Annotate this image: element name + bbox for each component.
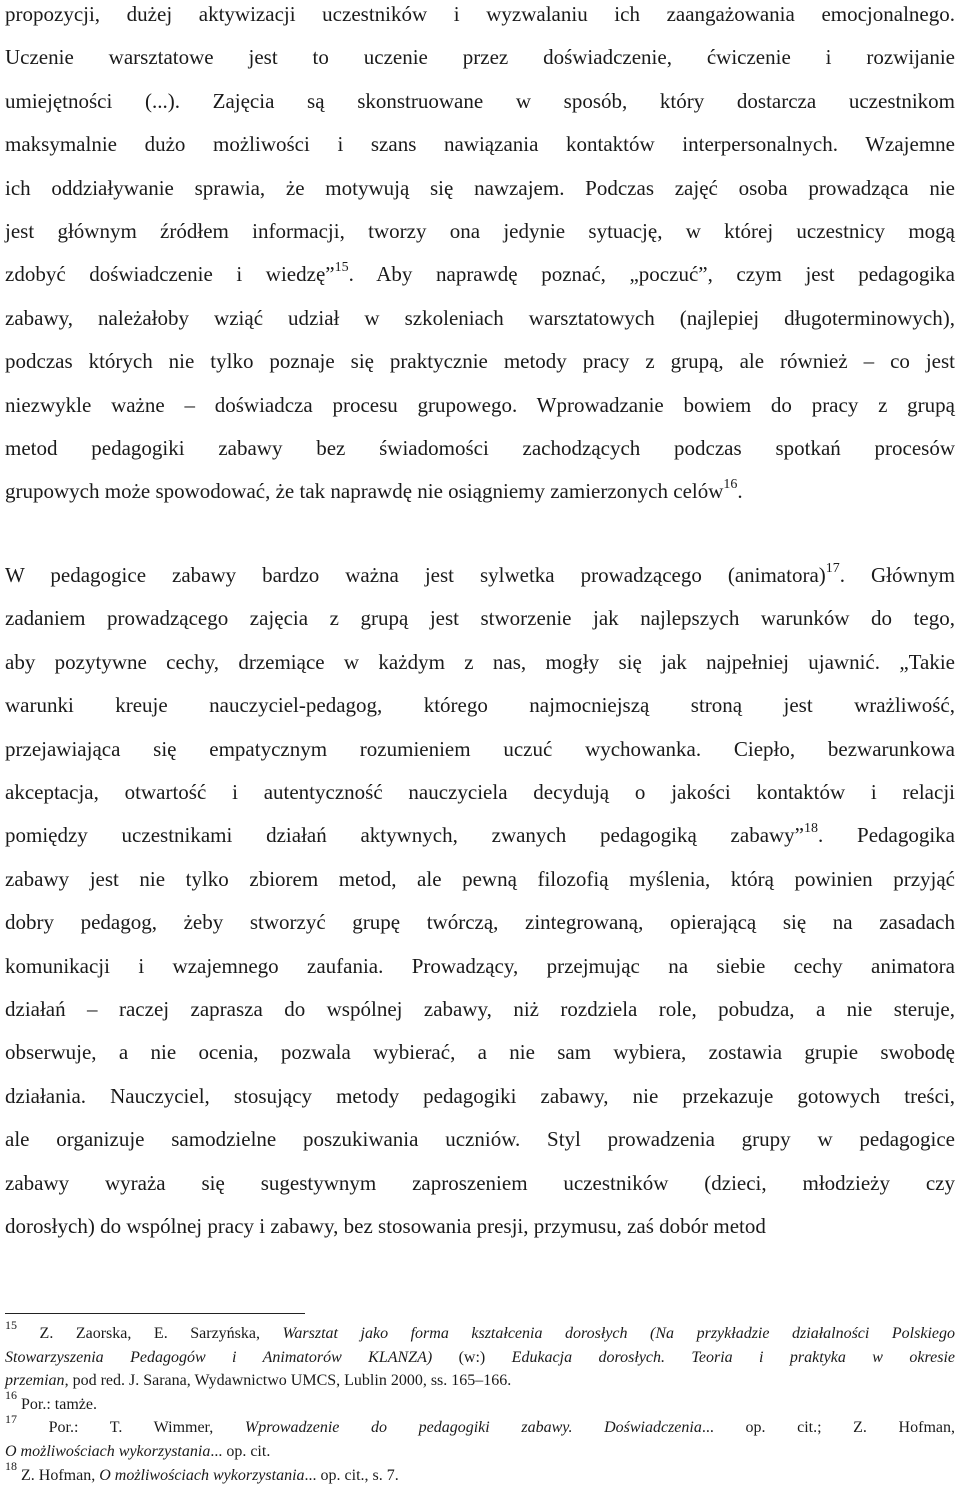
text-segment: grupowych może spowodować, że tak naprawdę nie osiągniemy zamierzonych celów bbox=[5, 479, 724, 504]
text-line: zadaniem prowadzącego zajęcia z grupą jest stworzenie jak najlepszych warunków do tego, bbox=[5, 606, 955, 631]
footnote-ref: 17 bbox=[825, 561, 840, 576]
body-paragraph-1 bbox=[5, 0, 955, 514]
text-line: ale organizuje samodzielne poszukiwania uczniów. Styl prowadzenia grupy w pedagogice bbox=[5, 1127, 955, 1152]
footnote-ref: 18 bbox=[804, 821, 819, 837]
text-segment: W pedagogice zabawy bardzo ważna jest sylwetka prowadzącego (animatora) bbox=[5, 563, 826, 587]
text-segment: zdobyć doświadczenie i wiedzę” bbox=[5, 262, 335, 287]
footnote-text: Z. Hofman, bbox=[17, 1466, 100, 1484]
footnote-title: Stowarzyszenia Pedagogów i Animatorów KLANZA) bbox=[5, 1348, 433, 1366]
text-line: jest głównym źródłem informacji, tworzy ona jedynie sytuację, w której uczestnicy mogą bbox=[5, 219, 955, 244]
footnote-17 bbox=[5, 1412, 955, 1463]
footnote-number: 17 bbox=[5, 1412, 17, 1427]
text-line: działań – raczej zaprasza do wspólnej zabawy, niż rozdziela role, pobudza, a nie steruje, bbox=[5, 997, 955, 1022]
text-line: dorosłych) do wspólnej pracy i zabawy, bez stosowania presji, przymusu, zaś dobór metod bbox=[5, 1214, 766, 1239]
text-line: aby pozytywne cechy, drzemiące w każdym z nas, mogły się jak najpełniej ujawnić. „Takie bbox=[5, 649, 955, 674]
footnote-title: przemian bbox=[5, 1372, 65, 1390]
text-line: akceptacja, otwartość i autentyczność nauczyciela decydują o jakości kontaktów i relacji bbox=[5, 780, 955, 805]
text-line: metod pedagogiki zabawy bez świadomości zachodzących podczas spotkań procesów bbox=[5, 436, 955, 461]
footnote-number: 18 bbox=[5, 1459, 17, 1474]
footnote-separator bbox=[5, 1313, 305, 1314]
text-line: warunki kreuje nauczyciel-pedagog, którego najmocniejszą stroną jest wrażliwość, bbox=[5, 693, 955, 718]
text-line: niezwykle ważne – doświadcza procesu grupowego. Wprowadzanie bowiem do pracy z grupą bbox=[5, 392, 955, 417]
footnote-title: O możliwościach wykorzystania bbox=[99, 1466, 305, 1484]
text-line: umiejętności (...). Zajęcia są skonstruowane w sposób, który dostarcza uczestnikom bbox=[5, 88, 955, 113]
footnotes bbox=[5, 1317, 956, 1487]
text-segment: . Aby naprawdę poznać, „poczuć”, czym jest pedagogika bbox=[348, 262, 955, 287]
footnote-ref: 15 bbox=[334, 260, 349, 276]
text-line bbox=[5, 814, 955, 857]
footnote-16 bbox=[5, 1388, 955, 1417]
text-line: zabawy, należałoby wziąć udział w szkoleniach warsztatowych (najlepiej długoterminowych), bbox=[5, 305, 955, 330]
footnote-number: 16 bbox=[5, 1388, 17, 1403]
footnote-number: 15 bbox=[5, 1317, 17, 1332]
footnote-text: Z. Zaorska, E. Sarzyńska, bbox=[17, 1325, 283, 1342]
footnote-15 bbox=[5, 1317, 956, 1393]
text-line: zabawy jest nie tylko zbiorem metod, ale pewną filozofią myślenia, którą powinien przyjąć bbox=[5, 866, 955, 891]
text-line bbox=[5, 253, 955, 296]
footnote-text: (w:) bbox=[432, 1348, 512, 1366]
text-line: dobry pedagog, żeby stworzyć grupę twórczą, zintegrowaną, opierającą się na zasadach bbox=[5, 910, 955, 935]
footnote-text: ... op. cit.; Z. Hofman, bbox=[701, 1419, 955, 1437]
footnote-text: Por.: tamże. bbox=[17, 1395, 97, 1413]
text-segment: . bbox=[737, 479, 743, 504]
footnote-title: Wprowadzenie do pedagogiki zabawy. Doświadczenia bbox=[244, 1419, 702, 1437]
footnote-ref: 16 bbox=[723, 477, 738, 493]
text-line: przejawiająca się empatycznym rozumieniem uczuć wychowanka. Ciepło, bezwarunkowa bbox=[5, 736, 955, 761]
footnote-text: ... op. cit., s. 7. bbox=[304, 1466, 399, 1484]
text-line: ich oddziaływanie sprawia, że motywują się nawzajem. Podczas zajęć osoba prowadząca nie bbox=[5, 175, 955, 200]
text-line: komunikacji i wzajemnego zaufania. Prowadzący, przejmując na siebie cechy animatora bbox=[5, 953, 955, 978]
footnote-text: , pod red. J. Sarana, Wydawnictwo UMCS, Lublin 2000, ss. 165–166. bbox=[64, 1372, 512, 1390]
text-segment: pomiędzy uczestnikami działań aktywnych, zwanych pedagogiką zabawy” bbox=[5, 823, 805, 848]
text-line: maksymalnie dużo możliwości i szans nawiązania kontaktów interpersonalnych. Wzajemne bbox=[5, 132, 955, 157]
text-segment: . Pedagogika bbox=[818, 823, 955, 848]
text-line: podczas których nie tylko poznaje się praktycznie metody pracy z grupą, ale również – co jest bbox=[5, 349, 955, 374]
text-line bbox=[5, 554, 955, 597]
text-segment: . Głównym bbox=[839, 563, 956, 587]
text-line bbox=[5, 470, 955, 513]
footnote-text: ... op. cit. bbox=[210, 1442, 271, 1460]
footnote-title: Edukacja dorosłych. Teoria i praktyka w okresie bbox=[511, 1348, 956, 1366]
text-line: obserwuje, a nie ocenia, pozwala wybierać, a nie sam wybiera, zostawia grupie swobodę bbox=[5, 1040, 955, 1065]
text-line: Uczenie warsztatowe jest to uczenie przez doświadczenie, ćwiczenie i rozwijanie bbox=[5, 45, 955, 70]
footnote-text: Por.: T. Wimmer, bbox=[17, 1419, 245, 1437]
footnote-title: Warsztat jako forma kształcenia dorosłych (Na przykładzie działalności Polskiego bbox=[282, 1325, 955, 1342]
body-paragraph-2 bbox=[5, 554, 955, 1249]
footnote-18 bbox=[5, 1459, 955, 1488]
footnote-title: O możliwościach wykorzystania bbox=[5, 1442, 211, 1460]
text-line: działania. Nauczyciel, stosujący metody pedagogiki zabawy, nie przekazuje gotowych treści, bbox=[5, 1083, 955, 1108]
text-line: zabawy wyraża się sugestywnym zaproszeniem uczestników (dzieci, młodzieży czy bbox=[5, 1170, 955, 1195]
text-line: propozycji, dużej aktywizacji uczestników i wyzwalaniu ich zaangażowania emocjonalnego. bbox=[5, 2, 955, 26]
